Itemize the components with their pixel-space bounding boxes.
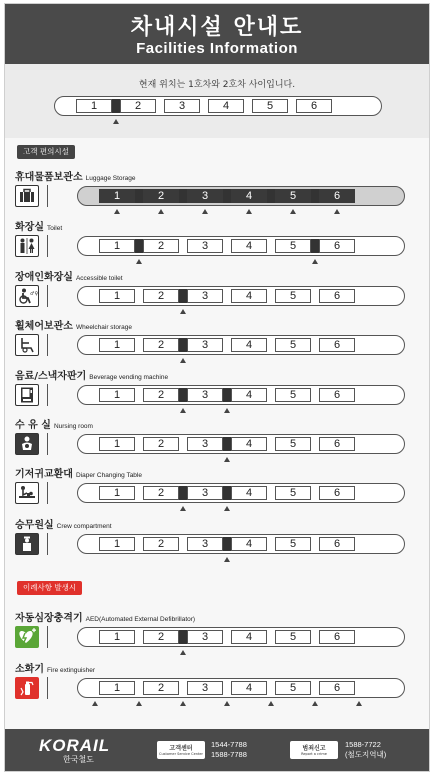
divider xyxy=(47,285,48,307)
nursing-room-icon xyxy=(15,433,39,455)
location-marker-icon xyxy=(290,209,296,214)
car-gap xyxy=(200,99,208,113)
divider xyxy=(47,677,48,699)
location-marker-icon xyxy=(180,358,186,363)
facility-name-ko: 자동심장충격기 xyxy=(15,613,83,624)
car-gap xyxy=(223,681,231,695)
luggage-icon xyxy=(15,185,39,207)
car-gap xyxy=(135,537,143,551)
car-gap xyxy=(135,289,143,303)
car-number: 5 xyxy=(275,388,311,402)
facility-gap-marker xyxy=(179,189,187,203)
facility-name-ko: 휴대물품보관소 xyxy=(15,172,83,183)
location-train xyxy=(54,96,382,116)
facility-train-row xyxy=(77,385,405,405)
car-number: 1 xyxy=(99,486,135,500)
car-gap xyxy=(135,388,143,402)
car-number: 3 xyxy=(187,289,223,303)
page-title: 차내시설 안내도 xyxy=(130,15,304,40)
facility-name-ko: 휠체어보관소 xyxy=(15,321,73,332)
car-number: 3 xyxy=(187,189,223,203)
location-marker-icon xyxy=(224,457,230,462)
facility-train-row xyxy=(77,434,405,454)
facility-gap-marker xyxy=(223,486,231,500)
car-gap xyxy=(135,630,143,644)
car-number: 6 xyxy=(319,630,355,644)
location-marker-icon xyxy=(180,701,186,706)
car-number: 2 xyxy=(143,388,179,402)
header xyxy=(5,4,429,64)
location-marker-icon xyxy=(113,119,119,124)
facility-name-en: Nursing room xyxy=(53,423,93,430)
facility-label xyxy=(15,609,195,624)
fire-extinguisher-icon xyxy=(15,677,39,699)
car-gap xyxy=(311,537,319,551)
car-number: 5 xyxy=(275,338,311,352)
facility-name-en: Accessible toilet xyxy=(75,275,123,282)
car-number: 2 xyxy=(143,289,179,303)
car-number: 6 xyxy=(319,486,355,500)
car-number: 1 xyxy=(76,99,112,113)
divider xyxy=(47,626,48,648)
car-number: 3 xyxy=(187,486,223,500)
car-number: 4 xyxy=(231,437,267,451)
car-gap xyxy=(267,289,275,303)
facility-gap-marker xyxy=(223,437,231,451)
car-gap xyxy=(223,630,231,644)
divider xyxy=(47,334,48,356)
car-number: 1 xyxy=(99,388,135,402)
location-marker-icon xyxy=(180,506,186,511)
divider xyxy=(47,384,48,406)
car-gap xyxy=(135,338,143,352)
facility-train-row xyxy=(77,286,405,306)
customer-center-numbers xyxy=(211,740,247,760)
car-number: 5 xyxy=(275,630,311,644)
car-number: 4 xyxy=(231,681,267,695)
car-gap xyxy=(311,486,319,500)
facility-gap-marker xyxy=(179,289,187,303)
location-marker-icon xyxy=(136,701,142,706)
car-number: 1 xyxy=(99,289,135,303)
facility-label xyxy=(15,516,112,531)
car-number: 1 xyxy=(99,630,135,644)
facility-gap-marker xyxy=(135,239,143,253)
location-marker-icon xyxy=(334,209,340,214)
report-sub: Report a crime xyxy=(301,752,327,756)
car-number: 4 xyxy=(231,289,267,303)
facility-gap-marker xyxy=(179,388,187,402)
car-number: 2 xyxy=(143,437,179,451)
facility-name-en: Beverage vending machine xyxy=(89,374,169,381)
car-gap xyxy=(311,630,319,644)
car-gap xyxy=(179,239,187,253)
location-marker-icon xyxy=(180,650,186,655)
report-label-box xyxy=(290,741,338,759)
car-gap xyxy=(135,486,143,500)
car-number: 6 xyxy=(319,338,355,352)
car-number: 5 xyxy=(275,239,311,253)
car-gap xyxy=(223,289,231,303)
report-number-2: (철도지역내) xyxy=(345,750,387,759)
location-marker-icon xyxy=(92,701,98,706)
car-number: 1 xyxy=(99,437,135,451)
car-gap xyxy=(179,681,187,695)
location-marker-icon xyxy=(246,209,252,214)
car-number: 6 xyxy=(319,388,355,402)
car-gap xyxy=(179,537,187,551)
car-gap xyxy=(267,681,275,695)
car-number: 4 xyxy=(231,388,267,402)
facility-name-en: Fire extinguisher xyxy=(46,667,96,674)
car-number: 3 xyxy=(164,99,200,113)
facility-name-en: Luggage Storage xyxy=(85,175,136,182)
car-gap xyxy=(135,437,143,451)
diaper-table-icon xyxy=(15,482,39,504)
car-number: 3 xyxy=(187,239,223,253)
car-number: 1 xyxy=(99,189,135,203)
facility-name-en: Diaper Changing Table xyxy=(75,472,142,479)
facility-name-ko: 장애인화장실 xyxy=(15,272,73,283)
footer xyxy=(5,729,429,771)
car-number: 2 xyxy=(143,681,179,695)
facility-gap-marker xyxy=(223,388,231,402)
korail-logo-sub: 한국철도 xyxy=(63,755,94,764)
aed-icon xyxy=(15,626,39,648)
facilities-information-panel xyxy=(4,3,430,772)
facility-label xyxy=(15,168,136,183)
facility-name-en: Crew compartment xyxy=(56,523,112,530)
facility-label xyxy=(15,317,132,332)
location-marker-icon xyxy=(356,701,362,706)
car-number: 5 xyxy=(275,537,311,551)
section-tag: 고객 편의시설 xyxy=(17,145,75,159)
customer-center-sub: Customer Service Center xyxy=(159,752,203,756)
car-gap xyxy=(311,681,319,695)
car-number: 2 xyxy=(143,630,179,644)
divider xyxy=(47,482,48,504)
facility-train-row xyxy=(77,678,405,698)
location-marker-icon xyxy=(136,259,142,264)
toilet-icon xyxy=(15,235,39,257)
divider xyxy=(47,185,48,207)
car-number: 2 xyxy=(143,338,179,352)
car-number: 3 xyxy=(187,338,223,352)
divider xyxy=(47,533,48,555)
car-number: 6 xyxy=(319,289,355,303)
facility-label xyxy=(15,660,95,675)
facility-train-row xyxy=(77,335,405,355)
customer-center-number-2: 1588-7788 xyxy=(211,750,247,759)
car-number: 6 xyxy=(319,537,355,551)
facility-name-ko: 승무원실 xyxy=(15,520,54,531)
facility-train-row xyxy=(77,236,405,256)
location-marker-icon xyxy=(202,209,208,214)
car-gap xyxy=(267,338,275,352)
car-gap xyxy=(311,437,319,451)
facility-label xyxy=(15,367,168,382)
location-marker-icon xyxy=(224,408,230,413)
car-gap xyxy=(135,681,143,695)
car-gap xyxy=(179,437,187,451)
car-gap xyxy=(267,239,275,253)
car-gap xyxy=(244,99,252,113)
facility-label xyxy=(15,268,123,283)
accessible-toilet-icon xyxy=(15,285,39,307)
facility-label xyxy=(15,416,93,431)
car-number: 4 xyxy=(231,630,267,644)
car-number: 5 xyxy=(252,99,288,113)
car-number: 4 xyxy=(231,338,267,352)
car-gap xyxy=(267,388,275,402)
car-number: 5 xyxy=(275,486,311,500)
car-number: 1 xyxy=(99,239,135,253)
car-number: 1 xyxy=(99,537,135,551)
facility-gap-marker xyxy=(179,630,187,644)
facility-gap-marker xyxy=(223,189,231,203)
facility-name-ko: 화장실 xyxy=(15,222,44,233)
report-label: 범죄신고 xyxy=(302,745,326,752)
customer-center-label-box xyxy=(157,741,205,759)
facility-label xyxy=(15,218,62,233)
car-number: 1 xyxy=(99,681,135,695)
car-number: 6 xyxy=(319,239,355,253)
location-marker-icon xyxy=(312,259,318,264)
car-number: 4 xyxy=(231,189,267,203)
car-gap xyxy=(223,338,231,352)
facility-gap-marker xyxy=(135,189,143,203)
customer-center-number-1: 1544-7788 xyxy=(211,740,247,749)
location-marker-icon xyxy=(224,557,230,562)
facility-name-ko: 기저귀교환대 xyxy=(15,469,73,480)
current-location-text: 현재 위치는 1호차와 2호차 사이입니다. xyxy=(138,80,296,90)
facility-name-ko: 소화기 xyxy=(15,664,44,675)
car-gap xyxy=(311,289,319,303)
facility-train-row xyxy=(77,627,405,647)
car-number: 2 xyxy=(143,239,179,253)
facility-name-ko: 수 유 실 xyxy=(15,420,51,431)
car-number: 5 xyxy=(275,437,311,451)
facility-gap-marker xyxy=(223,537,231,551)
customer-center-label: 고객센터 xyxy=(169,745,193,752)
car-number: 6 xyxy=(319,437,355,451)
location-marker-icon xyxy=(224,506,230,511)
facility-train-row xyxy=(77,534,405,554)
car-number: 3 xyxy=(187,437,223,451)
car-number: 5 xyxy=(275,289,311,303)
car-number: 5 xyxy=(275,681,311,695)
facility-name-ko: 음료/스낵자판기 xyxy=(15,371,87,382)
facility-gap-marker xyxy=(112,99,120,113)
facility-name-en: Wheelchair storage xyxy=(75,324,132,331)
car-gap xyxy=(311,388,319,402)
car-gap xyxy=(156,99,164,113)
divider xyxy=(47,235,48,257)
car-number: 6 xyxy=(319,189,355,203)
report-number-1: 1588-7722 xyxy=(345,740,381,749)
location-marker-icon xyxy=(114,209,120,214)
car-gap xyxy=(267,537,275,551)
facility-gap-marker xyxy=(267,189,275,203)
car-number: 5 xyxy=(275,189,311,203)
facility-label xyxy=(15,465,142,480)
facility-name-en: Toilet xyxy=(46,225,63,232)
section-tag: 이례사항 발생시 xyxy=(17,581,82,595)
current-location-panel xyxy=(5,64,429,138)
facility-train-row xyxy=(77,483,405,503)
car-number: 1 xyxy=(99,338,135,352)
car-gap xyxy=(311,338,319,352)
car-number: 3 xyxy=(187,630,223,644)
car-number: 3 xyxy=(187,537,223,551)
car-gap xyxy=(267,437,275,451)
facility-gap-marker xyxy=(179,486,187,500)
car-number: 4 xyxy=(208,99,244,113)
car-gap xyxy=(288,99,296,113)
car-number: 6 xyxy=(319,681,355,695)
facility-gap-marker xyxy=(311,189,319,203)
car-number: 6 xyxy=(296,99,332,113)
car-number: 3 xyxy=(187,388,223,402)
vending-machine-icon xyxy=(15,384,39,406)
facility-train-row xyxy=(77,186,405,206)
wheelchair-storage-icon xyxy=(15,334,39,356)
car-gap xyxy=(267,486,275,500)
location-marker-icon xyxy=(312,701,318,706)
car-number: 4 xyxy=(231,537,267,551)
location-marker-icon xyxy=(180,408,186,413)
korail-logo: KORAIL xyxy=(39,736,111,755)
location-train-diagram xyxy=(0,94,408,134)
car-gap xyxy=(223,239,231,253)
car-number: 4 xyxy=(231,486,267,500)
facility-name-en: AED(Automated External Defibrillator) xyxy=(85,616,196,623)
page-subtitle: Facilities Information xyxy=(136,40,298,57)
car-number: 3 xyxy=(187,681,223,695)
car-number: 2 xyxy=(143,189,179,203)
facility-gap-marker xyxy=(179,338,187,352)
location-marker-icon xyxy=(224,701,230,706)
car-number: 4 xyxy=(231,239,267,253)
crew-icon xyxy=(15,533,39,555)
svg-text:♂♀: ♂♀ xyxy=(30,291,39,297)
car-number: 2 xyxy=(120,99,156,113)
location-marker-icon xyxy=(268,701,274,706)
car-gap xyxy=(267,630,275,644)
divider xyxy=(47,433,48,455)
car-number: 2 xyxy=(143,486,179,500)
location-marker-icon xyxy=(158,209,164,214)
car-number: 2 xyxy=(143,537,179,551)
facility-gap-marker xyxy=(311,239,319,253)
location-marker-icon xyxy=(180,309,186,314)
report-numbers xyxy=(345,740,386,760)
